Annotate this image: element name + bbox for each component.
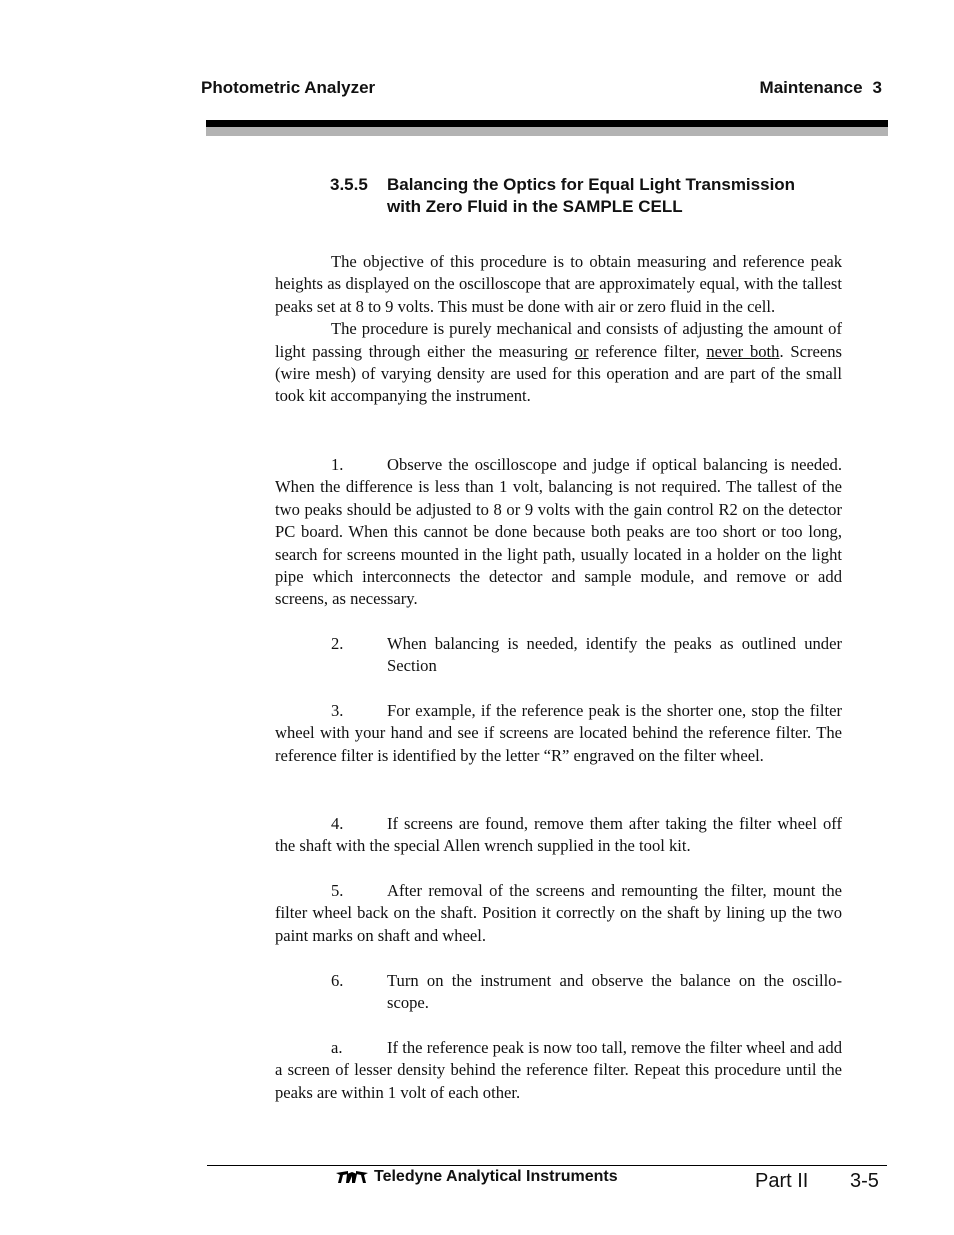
intro-p2-text-b: reference filter, (588, 341, 707, 361)
step-text: If the reference peak is now too tall, remove the filter wheel and add a screen of lesser density behind the reference filter. Repeat this procedure until the peaks are within 1 volt of each other. (275, 1038, 842, 1102)
step-6a (275, 1037, 842, 1104)
step-number: a. (331, 1038, 343, 1057)
section-number: 3.5.5 (330, 175, 368, 194)
intro-paragraph-1: The objective of this procedure is to obtain measuring and reference peak heights as displayed on the oscilloscope that are approximately equal, with the tallest peaks set at 8 to 9 volts. This must be done with air or zero fluid in the cell. (275, 252, 842, 316)
chapter-number: 3 (872, 78, 882, 97)
header-rule-shadow (206, 127, 888, 136)
header-rule (206, 120, 888, 127)
chapter-label: Maintenance (759, 78, 863, 97)
section-title-line2: with Zero Fluid in the SAMPLE CELL (387, 197, 683, 216)
step-text: After removal of the screens and remounting the filter, mount the filter wheel back on the shaft. Position it correctly on the shaft by lining up the two paint marks on shaft and wheel. (275, 881, 842, 945)
footer-brand (336, 1168, 618, 1186)
step-number: 1. (331, 455, 344, 474)
running-header-chapter (760, 78, 882, 98)
running-header-title: Photometric Analyzer (201, 78, 376, 97)
step-number: 6. (331, 971, 344, 990)
step-2 (275, 633, 842, 678)
brand-name: Teledyne Analytical Instruments (374, 1168, 618, 1185)
step-text: Observe the oscilloscope and judge if optical balancing is needed. When the difference is less than 1 volt, balancing is not required. The tallest of the two peaks should be adjusted to 8 or 9 volts with the gain control R2 on the detector PC board. When this cannot be done because both peaks are too short or too long, search for screens mounted in the light path, usually located in a holder on the light pipe which interconnects the detector and sample module, and remove or add screens, as necessary. (275, 455, 842, 609)
intro-p2-text-a: The procedure is purely mechanical and consists of adjusting the amount of light passing through either the measuring (275, 319, 842, 361)
step-1 (275, 454, 842, 611)
section-title-line1: Balancing the Optics for Equal Light Transmission (387, 175, 796, 194)
step-5 (275, 880, 842, 947)
emphasis-or: or (574, 341, 589, 361)
teledyne-logo-icon (336, 1171, 368, 1183)
section-title (387, 174, 857, 218)
step-4 (275, 813, 842, 858)
step-text: Turn on the instrument and observe the balance on the oscillo-scope. (387, 971, 842, 1013)
intro-paragraph-2 (275, 318, 842, 408)
step-text: If screens are found, remove them after taking the filter wheel off the shaft with the special Allen wrench supplied in the tool kit. (275, 814, 842, 856)
step-number: 2. (331, 634, 344, 653)
step-number: 5. (331, 881, 344, 900)
intro-p2-text-c: . Screens (wire mesh) of varying density are used for this operation and are part of the small took kit accompanying the instrument. (275, 341, 843, 406)
step-text: For example, if the reference peak is the shorter one, stop the filter wheel with your hand and see if screens are located behind the reference filter. The reference filter is identified by the letter “R” engraved on the filter wheel. (275, 701, 842, 765)
intro-block (275, 251, 842, 408)
step-number: 3. (331, 701, 344, 720)
step-3 (275, 700, 842, 767)
step-6 (275, 970, 842, 1015)
emphasis-never-both: never both (706, 341, 780, 361)
footer-rule (207, 1165, 887, 1166)
footer-part: Part II (755, 1170, 809, 1192)
step-number: 4. (331, 814, 344, 833)
footer-page-number: 3-5 (850, 1170, 879, 1192)
step-text: When balancing is needed, identify the peaks as outlined under Section (387, 634, 842, 676)
